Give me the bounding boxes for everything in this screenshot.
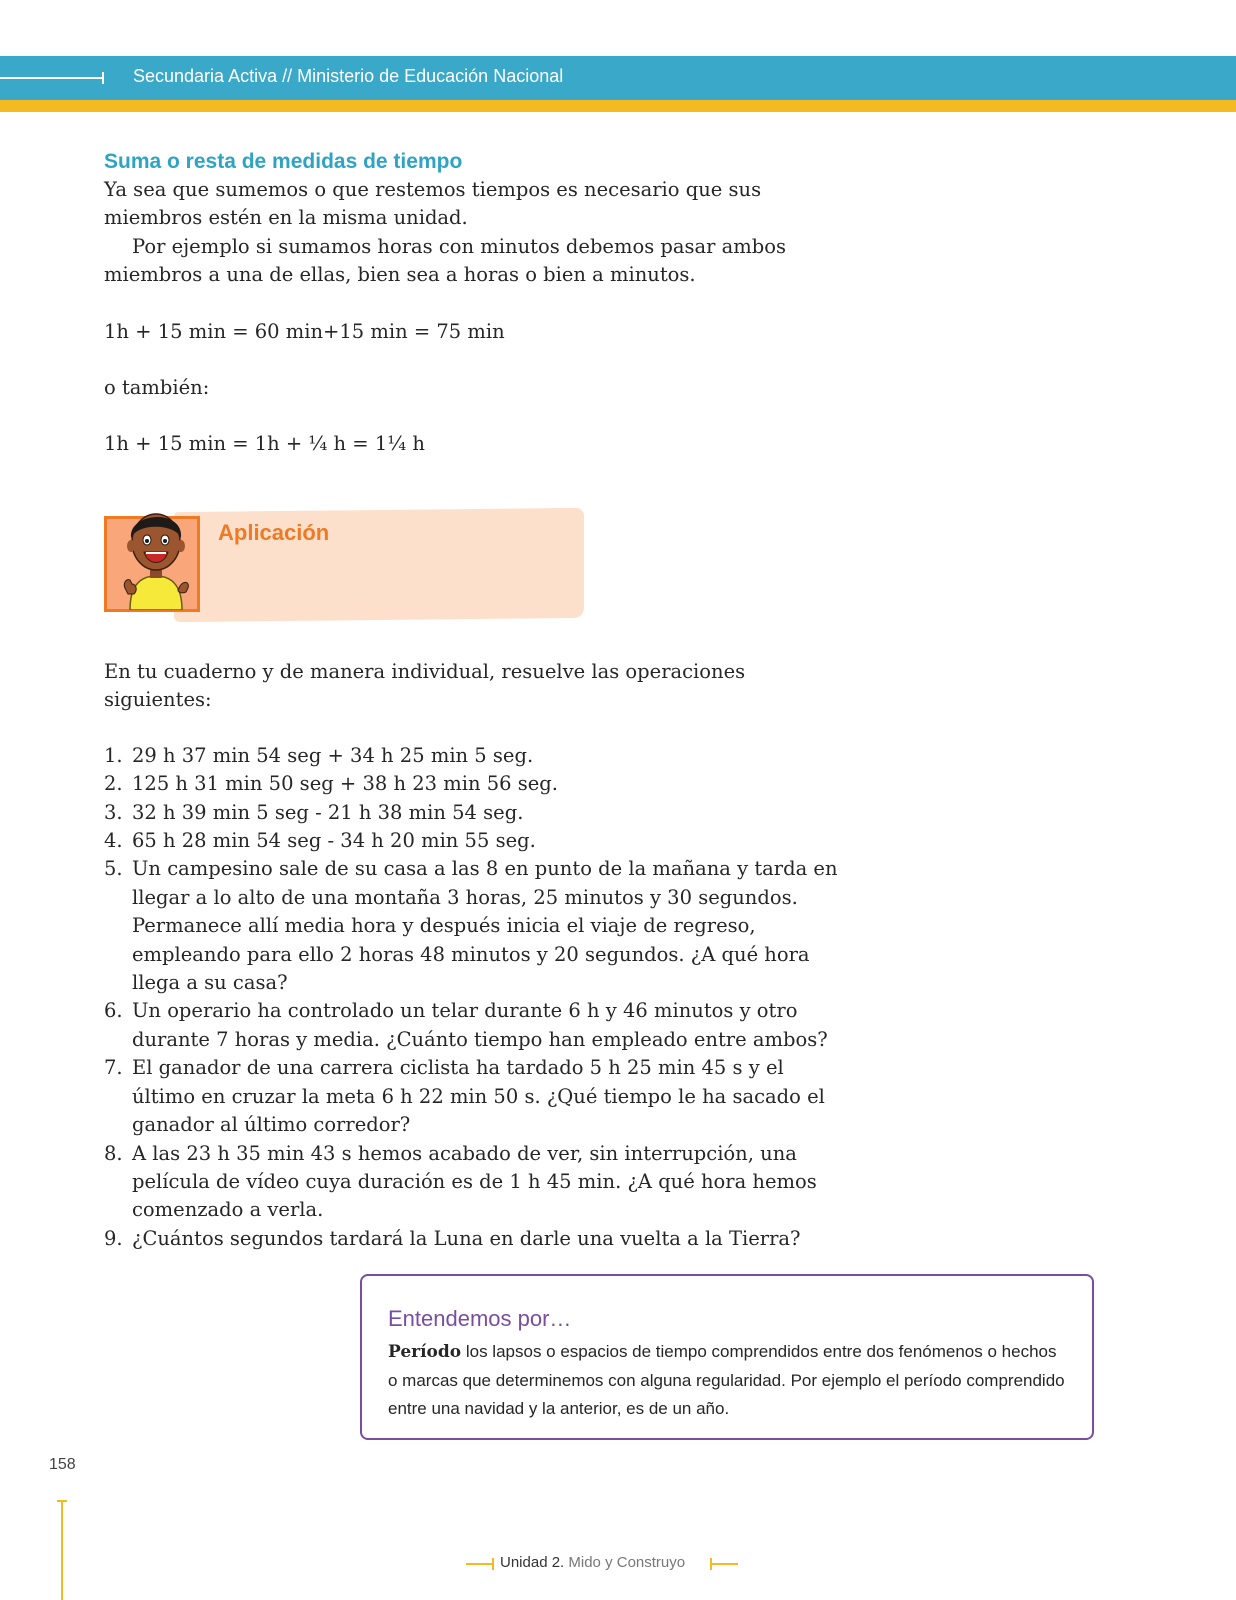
header-rule <box>0 77 104 79</box>
item-number: 9. <box>104 1226 123 1250</box>
item-text: 29 h 37 min 54 seg + 34 h 25 min 5 seg. <box>132 743 534 767</box>
item-text: El ganador de una carrera ciclista ha tardado 5 h 25 min 45 s y el último en cruzar la meta 6 h 22 min 50 s. ¿Qué tiempo le ha sacado el ganador al último corredor? <box>132 1056 825 1137</box>
footer-unit-title: Mido y Construyo <box>564 1554 686 1571</box>
item-text: Un operario ha controlado un telar durante 6 h y 46 minutos y otro durante 7 horas y media. ¿Cuánto tiempo han empleado entre ambos? <box>132 999 828 1051</box>
list-item <box>104 799 844 827</box>
header-title: Secundaria Activa // Ministerio de Educación Nacional <box>133 66 564 86</box>
list-item <box>104 742 844 770</box>
item-number: 4. <box>104 829 123 853</box>
footer-tick-left <box>492 1558 494 1570</box>
definition-text <box>388 1338 1068 1424</box>
list-item <box>104 855 844 997</box>
application-title: Aplicación <box>218 520 330 545</box>
item-text: 32 h 39 min 5 seg - 21 h 38 min 54 seg. <box>132 800 524 824</box>
list-item <box>104 1140 844 1225</box>
header-rule-tick <box>102 72 104 84</box>
formula-hours: 1h + 15 min = 1h + ¼ h = 1¼ h <box>104 432 425 456</box>
item-number: 2. <box>104 772 123 796</box>
item-text: Un campesino sale de su casa a las 8 en punto de la mañana y tarda en llegar a lo alto de una montaña 3 horas, 25 minutos y 30 segundos. Permanece allí media hora y después inicia el viaje de regreso, empleando para ello 2 horas 48 minutos y 20 segundos. ¿A qué hora llega a su casa? <box>132 857 838 995</box>
item-text: 65 h 28 min 54 seg - 34 h 20 min 55 seg. <box>132 829 536 853</box>
list-item <box>104 997 844 1054</box>
example-paragraph: Por ejemplo si sumamos horas con minutos debemos pasar ambos miembros a una de ellas, bien sea a horas o bien a minutos. <box>104 234 787 287</box>
page-number: 158 <box>49 1456 76 1473</box>
intro-paragraph: Ya sea que sumemos o que restemos tiempos es necesario que sus miembros estén en la misma unidad. <box>104 178 762 230</box>
item-number: 3. <box>104 800 123 824</box>
application-banner <box>104 510 584 622</box>
footer-text <box>500 1554 685 1571</box>
footer-rule-left <box>466 1563 494 1565</box>
item-number: 6. <box>104 999 123 1023</box>
exercise-section <box>104 658 844 1253</box>
student-character-icon <box>116 506 196 610</box>
definition-box <box>360 1274 1094 1440</box>
section-title: Suma o resta de medidas de tiempo <box>104 150 463 173</box>
footer-unit: Unidad 2. <box>500 1554 565 1571</box>
page-rule <box>61 1500 63 1600</box>
list-item <box>104 1054 844 1139</box>
item-text: A las 23 h 35 min 43 s hemos acabado de ver, sin interrupción, una película de vídeo cuya duración es de 1 h 45 min. ¿A qué hora hemos comenzado a verla. <box>132 1141 817 1222</box>
footer-rule-right <box>710 1563 738 1565</box>
item-number: 7. <box>104 1056 123 1080</box>
definition-term: Período <box>388 1342 462 1362</box>
item-text: ¿Cuántos segundos tardará la Luna en darle una vuelta a la Tierra? <box>132 1226 801 1250</box>
definition-body: los lapsos o espacios de tiempo comprendidos entre dos fenómenos o hechos o marcas que determinemos con alguna regularidad. Por ejemplo el período comprendido entre una navidad y la anterior, es de un año. <box>388 1342 1065 1418</box>
item-number: 8. <box>104 1141 123 1165</box>
definition-title: Entendemos por… <box>388 1306 572 1331</box>
item-number: 5. <box>104 857 123 881</box>
item-number: 1. <box>104 743 123 767</box>
list-item <box>104 1225 844 1253</box>
connector-text: o también: <box>104 376 210 400</box>
item-text: 125 h 31 min 50 seg + 38 h 23 min 56 seg. <box>132 772 558 796</box>
main-content <box>104 148 844 459</box>
formula-minutes: 1h + 15 min = 60 min+15 min = 75 min <box>104 319 505 343</box>
exercise-list <box>104 742 844 1253</box>
header-stripe <box>0 100 1236 112</box>
list-item <box>104 770 844 798</box>
footer <box>466 1552 736 1576</box>
exercise-intro: En tu cuaderno y de manera individual, resuelve las operaciones siguientes: <box>104 660 746 712</box>
list-item <box>104 827 844 855</box>
